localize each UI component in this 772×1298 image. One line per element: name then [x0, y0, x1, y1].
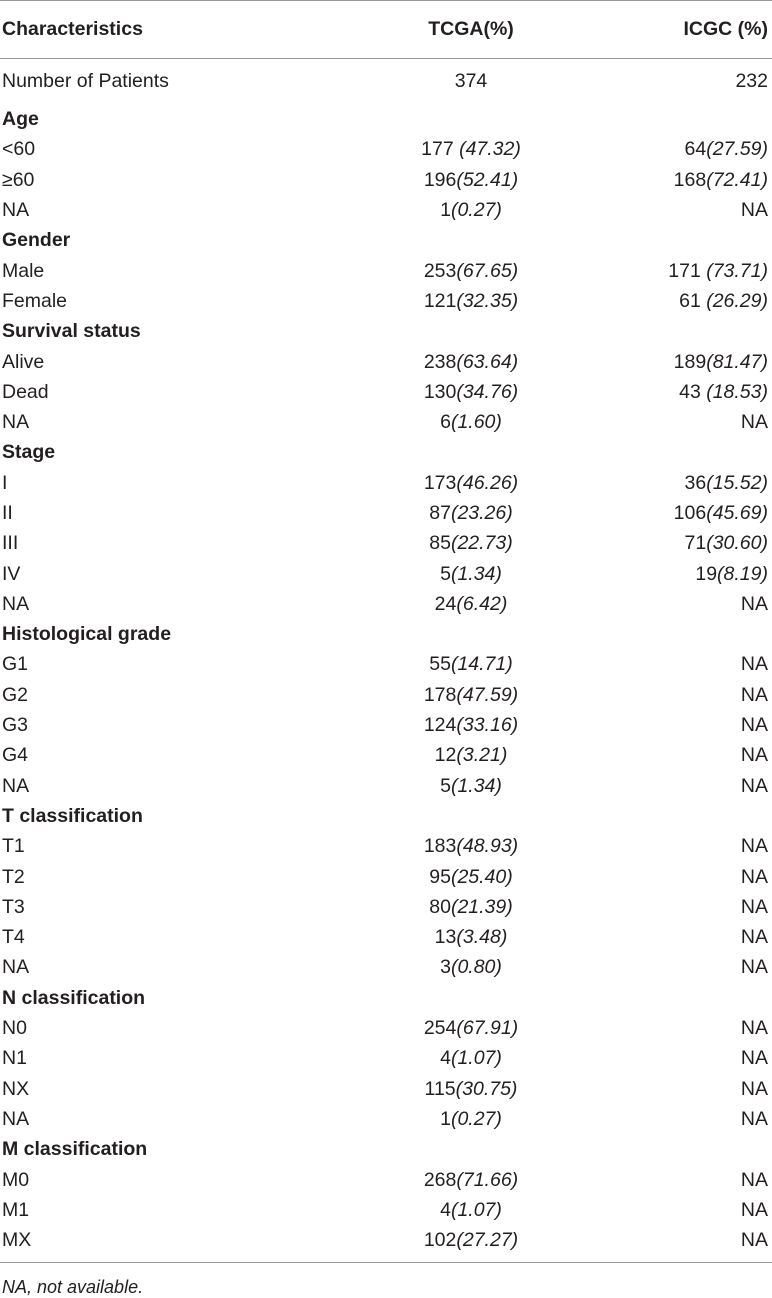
table-header-row: [0, 1, 772, 59]
icgc-percent: (26.29): [706, 289, 768, 312]
table-row: [0, 165, 772, 195]
tcga-cell: [310, 710, 562, 740]
section-label: Survival status: [2, 320, 141, 343]
row-label: G2: [2, 683, 29, 706]
table-row: [0, 1074, 772, 1104]
section-label: T classification: [2, 804, 143, 827]
row-label: M1: [2, 1198, 30, 1221]
table-row: [0, 407, 772, 437]
tcga-percent: (67.91): [456, 1017, 519, 1040]
tcga-count: 374: [454, 70, 488, 93]
icgc-count: 232: [735, 70, 768, 93]
row-label: Alive: [2, 350, 45, 373]
tcga-cell: [310, 892, 562, 922]
tcga-cell: [310, 407, 562, 437]
row-label: NA: [2, 956, 30, 979]
row-label: NA: [2, 1107, 30, 1130]
footnote: NA, not available.: [2, 1276, 144, 1297]
tcga-count: 124: [423, 714, 457, 737]
table-row: [0, 1225, 772, 1255]
icgc-cell: [562, 498, 772, 528]
table-row: [0, 771, 772, 801]
row-label: T4: [2, 926, 25, 949]
section-label: Stage: [2, 441, 56, 464]
table-row: [0, 1104, 772, 1134]
tcga-percent: (71.66): [456, 1168, 519, 1191]
icgc-cell: [562, 1104, 772, 1134]
section-label: M classification: [2, 1138, 148, 1161]
tcga-cell: [310, 347, 562, 377]
tcga-cell: [310, 862, 562, 892]
tcga-percent: (33.16): [456, 714, 519, 737]
table-row: [0, 498, 772, 528]
icgc-percent: (81.47): [706, 350, 768, 373]
icgc-cell: [562, 1165, 772, 1195]
row-label: T2: [2, 865, 25, 888]
section-label: Gender: [2, 229, 71, 252]
icgc-cell: [562, 710, 772, 740]
tcga-cell: [310, 741, 562, 771]
tcga-count: 115: [424, 1077, 456, 1100]
tcga-percent: (1.07): [450, 1047, 502, 1070]
table-row: [0, 1165, 772, 1195]
icgc-cell: [562, 832, 772, 862]
icgc-cell: [562, 1074, 772, 1104]
tcga-cell: [310, 589, 562, 619]
tcga-percent: (23.26): [450, 502, 513, 524]
table-row: [0, 832, 772, 862]
tcga-percent: (30.75): [455, 1077, 518, 1100]
table-row: [0, 589, 772, 619]
tcga-count: 3: [440, 956, 451, 979]
row-label: I: [2, 471, 8, 494]
icgc-count: NA: [740, 774, 768, 797]
table-row: [0, 1195, 772, 1225]
tcga-count: 238: [423, 350, 457, 373]
icgc-count: NA: [740, 714, 768, 737]
icgc-cell: [562, 589, 772, 619]
icgc-count: NA: [740, 926, 768, 949]
icgc-percent: (15.52): [706, 471, 768, 494]
icgc-cell: [562, 771, 772, 801]
icgc-count: 19: [695, 562, 718, 585]
table-row: [0, 135, 772, 165]
icgc-cell: [562, 559, 772, 589]
row-label: N1: [2, 1047, 27, 1070]
tcga-count: 102: [423, 1229, 457, 1252]
icgc-count: NA: [740, 1077, 768, 1100]
icgc-cell: [562, 286, 772, 316]
icgc-count: NA: [740, 865, 768, 888]
table-row: [0, 710, 772, 740]
row-label: G1: [2, 653, 29, 676]
tcga-count: 178: [423, 683, 457, 706]
icgc-count: NA: [740, 1047, 768, 1070]
row-label: IV: [2, 562, 21, 585]
tcga-percent: (25.40): [450, 865, 513, 888]
icgc-cell: [562, 862, 772, 892]
row-label: G3: [2, 714, 29, 737]
tcga-cell: [310, 59, 562, 105]
section-header-row: [0, 105, 772, 135]
icgc-count: 43: [679, 380, 707, 403]
icgc-count: NA: [740, 895, 768, 918]
header-characteristics: Characteristics: [0, 1, 310, 59]
icgc-percent: (30.60): [706, 532, 768, 555]
icgc-cell: [562, 468, 772, 498]
row-label: Dead: [2, 380, 49, 403]
icgc-cell: [562, 1044, 772, 1074]
tcga-cell: [310, 832, 562, 862]
tcga-percent: (48.93): [456, 835, 519, 858]
icgc-cell: [562, 135, 772, 165]
tcga-percent: (52.41): [456, 168, 519, 191]
row-label: MX: [2, 1229, 32, 1252]
section-header-row: [0, 983, 772, 1013]
icgc-cell: [562, 347, 772, 377]
table-row: [0, 286, 772, 316]
tcga-cell: [310, 498, 562, 528]
icgc-cell: [562, 529, 772, 559]
tcga-count: 196: [423, 168, 457, 191]
table-row: [0, 892, 772, 922]
row-label: Number of Patients: [2, 70, 169, 93]
icgc-cell: [562, 680, 772, 710]
tcga-percent: (67.65): [456, 259, 519, 282]
tcga-count: 121: [423, 289, 457, 312]
tcga-percent: (3.21): [456, 744, 508, 767]
tcga-count: 95: [429, 865, 451, 888]
tcga-count: 253: [423, 259, 457, 282]
icgc-count: NA: [740, 1229, 768, 1252]
tcga-cell: [310, 165, 562, 195]
icgc-count: NA: [740, 683, 768, 706]
tcga-count: 5: [440, 774, 451, 797]
icgc-cell: [562, 741, 772, 771]
tcga-percent: (0.80): [450, 956, 502, 979]
icgc-percent: (45.69): [706, 502, 768, 524]
table-row: [0, 741, 772, 771]
table-row: [0, 529, 772, 559]
tcga-count: 1: [440, 199, 451, 222]
icgc-count: NA: [740, 744, 768, 767]
row-label: Female: [2, 289, 68, 312]
icgc-cell: [562, 892, 772, 922]
tcga-cell: [310, 1225, 562, 1255]
tcga-cell: [310, 1195, 562, 1225]
row-label: <60: [2, 138, 36, 161]
icgc-count: 71: [684, 532, 707, 555]
tcga-count: 85: [429, 532, 451, 555]
row-label: Male: [2, 259, 45, 282]
table-row: [0, 680, 772, 710]
icgc-count: 64: [684, 138, 707, 161]
icgc-cell: [562, 1013, 772, 1043]
tcga-cell: [310, 771, 562, 801]
table-row: [0, 59, 772, 105]
icgc-count: NA: [740, 653, 768, 676]
tcga-cell: [310, 680, 562, 710]
table-row: [0, 195, 772, 225]
tcga-cell: [310, 468, 562, 498]
row-label: G4: [2, 744, 29, 767]
tcga-percent: (21.39): [450, 895, 513, 918]
tcga-count: 254: [423, 1017, 457, 1040]
tcga-cell: [310, 1104, 562, 1134]
icgc-count: 171: [668, 259, 707, 282]
icgc-count: NA: [740, 199, 768, 222]
table-row: [0, 347, 772, 377]
tcga-count: 4: [440, 1198, 451, 1221]
icgc-count: 168: [673, 168, 707, 191]
tcga-count: 12: [434, 744, 457, 767]
icgc-percent: (72.41): [706, 168, 768, 191]
tcga-count: 1: [440, 1107, 451, 1130]
row-label: T1: [2, 835, 25, 858]
icgc-cell: [562, 650, 772, 680]
section-header-row: [0, 1135, 772, 1165]
section-header-row: [0, 620, 772, 650]
tcga-percent: (0.27): [450, 199, 502, 222]
table-row: [0, 256, 772, 286]
row-label: N0: [2, 1017, 27, 1040]
icgc-count: NA: [740, 1198, 768, 1221]
section-header-row: [0, 317, 772, 347]
icgc-percent: (27.59): [706, 138, 768, 161]
table-row: [0, 923, 772, 953]
tcga-percent: (1.60): [450, 411, 502, 434]
tcga-count: 130: [423, 380, 457, 403]
table-row: [0, 953, 772, 983]
icgc-cell: [562, 1195, 772, 1225]
table-row: [0, 377, 772, 407]
icgc-percent: (73.71): [706, 259, 768, 282]
tcga-cell: [310, 1165, 562, 1195]
icgc-cell: [562, 407, 772, 437]
tcga-count: 87: [429, 502, 451, 524]
row-label: T3: [2, 895, 25, 918]
row-label: ≥60: [2, 168, 35, 191]
table-body: [0, 59, 772, 1256]
table-row: [0, 1013, 772, 1043]
tcga-cell: [310, 1044, 562, 1074]
tcga-cell: [310, 286, 562, 316]
tcga-cell: [310, 135, 562, 165]
tcga-count: 24: [434, 592, 457, 615]
tcga-count: 268: [423, 1168, 457, 1191]
table-row: [0, 862, 772, 892]
tcga-percent: (1.34): [450, 562, 502, 585]
tcga-percent: (1.07): [450, 1198, 502, 1221]
tcga-count: 177: [421, 138, 460, 161]
tcga-cell: [310, 1013, 562, 1043]
row-label: NX: [2, 1077, 30, 1100]
tcga-cell: [310, 1074, 562, 1104]
tcga-percent: (1.34): [450, 774, 502, 797]
icgc-cell: [562, 195, 772, 225]
tcga-cell: [310, 195, 562, 225]
section-header-row: [0, 226, 772, 256]
tcga-percent: (32.35): [456, 289, 519, 312]
icgc-count: NA: [740, 592, 768, 615]
tcga-count: 55: [429, 653, 451, 676]
icgc-cell: [562, 923, 772, 953]
tcga-count: 5: [440, 562, 451, 585]
row-label: NA: [2, 774, 30, 797]
tcga-cell: [310, 529, 562, 559]
icgc-count: 106: [673, 502, 707, 524]
icgc-percent: (8.19): [717, 562, 768, 585]
tcga-count: 6: [440, 411, 451, 434]
icgc-cell: [562, 59, 772, 105]
tcga-count: 173: [423, 471, 457, 494]
icgc-cell: [562, 953, 772, 983]
tcga-count: 13: [434, 926, 457, 949]
tcga-cell: [310, 256, 562, 286]
tcga-count: 80: [429, 895, 451, 918]
tcga-cell: [310, 953, 562, 983]
icgc-count: 61: [679, 289, 707, 312]
tcga-cell: [310, 650, 562, 680]
table-row: [0, 559, 772, 589]
icgc-count: 36: [684, 471, 707, 494]
tcga-percent: (22.73): [450, 532, 513, 555]
icgc-cell: [562, 1225, 772, 1255]
row-label: M0: [2, 1168, 30, 1191]
bottom-rule: [0, 1262, 772, 1263]
section-header-row: [0, 801, 772, 831]
icgc-percent: (18.53): [706, 380, 768, 403]
tcga-cell: [310, 559, 562, 589]
table-row: [0, 468, 772, 498]
icgc-count: NA: [740, 1107, 768, 1130]
row-label: NA: [2, 592, 30, 615]
icgc-count: NA: [740, 411, 768, 434]
tcga-percent: (27.27): [456, 1229, 519, 1252]
tcga-percent: (0.27): [450, 1107, 502, 1130]
section-label: Histological grade: [2, 623, 172, 646]
tcga-percent: (47.59): [456, 683, 519, 706]
icgc-cell: [562, 377, 772, 407]
section-label: Age: [2, 108, 39, 131]
icgc-count: 189: [673, 350, 707, 373]
icgc-count: NA: [740, 956, 768, 979]
table-row: [0, 1044, 772, 1074]
tcga-percent: (47.32): [459, 138, 521, 161]
tcga-percent: (6.42): [456, 592, 508, 615]
icgc-cell: [562, 256, 772, 286]
section-header-row: [0, 438, 772, 468]
tcga-cell: [310, 923, 562, 953]
tcga-percent: (63.64): [456, 350, 519, 373]
header-icgc: ICGC (%): [562, 1, 772, 59]
tcga-count: 183: [423, 835, 457, 858]
tcga-count: 4: [440, 1047, 451, 1070]
icgc-cell: [562, 165, 772, 195]
icgc-count: NA: [740, 1017, 768, 1040]
row-label: NA: [2, 199, 30, 222]
section-label: N classification: [2, 986, 146, 1009]
tcga-percent: (14.71): [450, 653, 513, 676]
table-row: [0, 650, 772, 680]
row-label: III: [2, 532, 19, 555]
row-label: NA: [2, 411, 30, 434]
tcga-percent: (3.48): [456, 926, 508, 949]
row-label: II: [2, 502, 13, 524]
tcga-cell: [310, 377, 562, 407]
tcga-percent: (46.26): [456, 471, 519, 494]
header-tcga: TCGA(%): [310, 1, 562, 59]
icgc-count: NA: [740, 835, 768, 858]
icgc-count: NA: [740, 1168, 768, 1191]
tcga-percent: (34.76): [456, 380, 519, 403]
